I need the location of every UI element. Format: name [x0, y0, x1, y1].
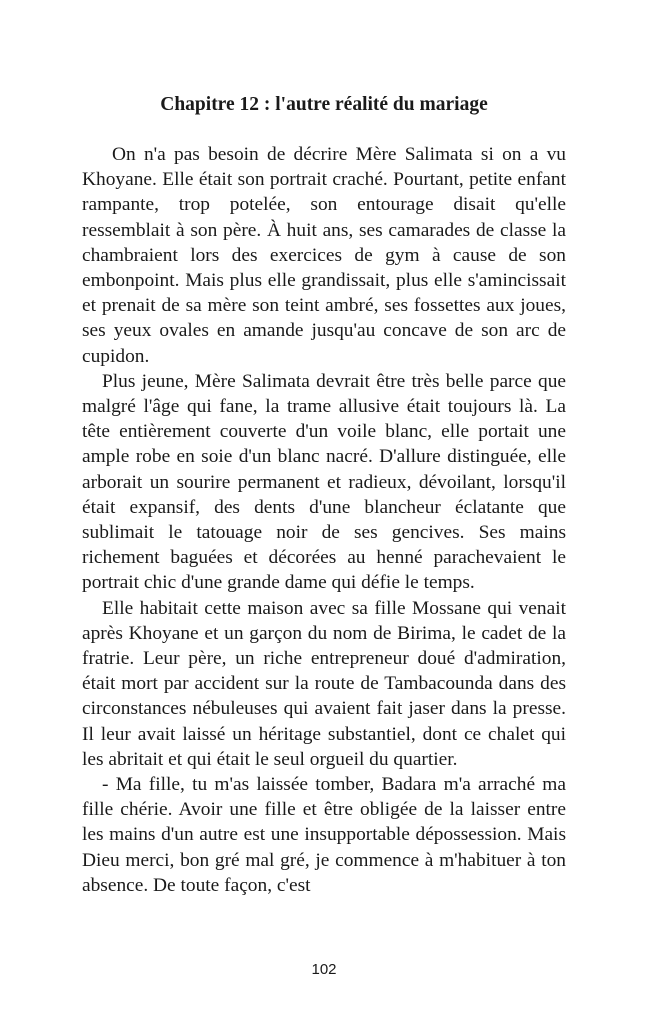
paragraph-2: Plus jeune, Mère Salimata devrait être très belle parce que malgré l'âge qui fane, la trame allusive était toujours là. La tête entièrement couverte d'un voile blanc, elle portait une ample robe en soie d'un blanc nacré. D'allure distinguée, elle arborait un sourire permanent et radieux, dévoilant, lorsqu'il était expansif, des dents d'une blancheur éclatante que sublimait le tatouage noir de ses gencives. Ses mains richement baguées et décorées au henné parachevaient le portrait chic d'une grande dame qui défie le temps.: [82, 370, 566, 594]
paragraph-3: Elle habitait cette maison avec sa fille Mossane qui venait après Khoyane et un garçon du nom de Birima, le cadet de la fratrie. Leur père, un riche entrepreneur doué d'admiration, était mort par accident sur la route de Tambacounda dans des circonstances nébuleuses qui avaient fait jaser dans la presse. Il leur avait laissé un héritage substantiel, dont ce chalet qui les abritait et qui était le seul orgueil du quartier.: [82, 597, 566, 770]
book-page: [82, 0, 566, 1035]
chapter-title: Chapitre 12 : l'autre réalité du mariage: [160, 94, 488, 115]
page-number: 102: [311, 961, 337, 978]
paragraph-4-dialogue: - Ma fille, tu m'as laissée tomber, Badara m'a arraché ma fille chérie. Avoir une fille et être obligée de la laisser entre les mains d'un autre est une insupportable dépossession. Mais Dieu merci, bon gré mal gré, je commence à m'habituer à ton absence. De toute façon, c'est: [82, 774, 566, 896]
chapter-body: [82, 142, 566, 898]
paragraph-1: On n'a pas besoin de décrire Mère Salimata si on a vu Khoyane. Elle était son portrait craché. Pourtant, petite enfant rampante, trop potelée, son entourage disait qu'elle ressemblait à son père. À huit ans, ses camarades de classe la chambraient lors des exercices de gym à cause de son embonpoint. Mais plus elle grandissait, plus elle s'amincissait et prenait de sa mère son teint ambré, ses fossettes aux joues, ses yeux ovales en amande jusqu'au concave de son arc de cupidon.: [82, 144, 566, 367]
